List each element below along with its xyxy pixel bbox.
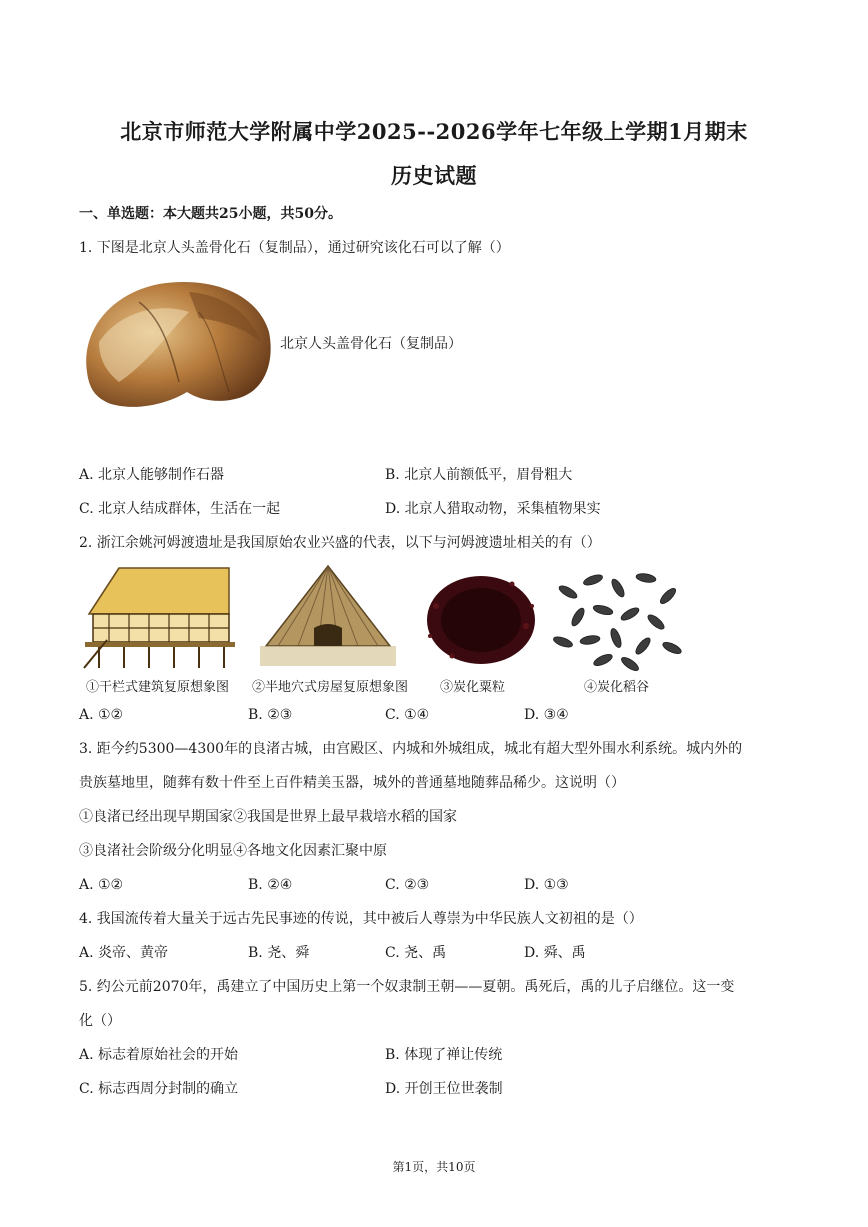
q5-option-b: B. 体现了禅让传统: [385, 1047, 503, 1063]
skull-caption: 北京人头盖骨化石（复制品）: [280, 336, 462, 352]
q2-option-b: B. ②③: [248, 707, 293, 723]
section-heading: 一、单选题：本大题共25小题，共50分。: [79, 206, 342, 222]
q4-option-a: A. 炎帝、黄帝: [79, 945, 169, 961]
q3-option-c: C. ②③: [385, 877, 430, 893]
pit-house-image: [258, 562, 398, 672]
q3-option-d: D. ①③: [524, 877, 569, 893]
q4-option-d: D. 舜、禹: [524, 945, 586, 961]
question-5-stem-line2: 化（）: [79, 1013, 121, 1029]
question-1-stem: 1. 下图是北京人头盖骨化石（复制品），通过研究该化石可以了解（）: [79, 240, 510, 256]
question-3-statement-1: ①良渚已经出现早期国家②我国是世界上最早栽培水稻的国家: [79, 809, 457, 825]
q2-option-a: A. ①②: [79, 707, 124, 723]
carbonized-millet-image: [422, 566, 540, 670]
caption-millet: ③炭化粟粒: [440, 680, 506, 695]
exam-title: 北京市师范大学附属中学2025--2026学年七年级上学期1月期末: [120, 119, 748, 144]
question-3-stem-line1: 3. 距今约5300—4300年的良渚古城，由宫殿区、内城和外城组成，城北有超大型外围水利系统。城内外的: [79, 741, 743, 757]
caption-rice: ④炭化稻谷: [584, 680, 650, 695]
q1-option-b: B. 北京人前额低平，眉骨粗大: [385, 467, 573, 483]
caption-stilt-house: ①干栏式建筑复原想象图: [86, 680, 230, 695]
q1-option-c: C. 北京人结成群体，生活在一起: [79, 501, 281, 517]
caption-pit-house: ②半地穴式房屋复原想象图: [252, 680, 409, 695]
q2-option-d: D. ③④: [524, 707, 569, 723]
q4-option-c: C. 尧、禹: [385, 945, 447, 961]
exam-subject: 历史试题: [391, 163, 477, 188]
q5-option-a: A. 标志着原始社会的开始: [79, 1047, 239, 1063]
stilt-house-image: [79, 562, 239, 672]
skull-fossil-image: [79, 272, 275, 416]
q3-option-a: A. ①②: [79, 877, 124, 893]
question-5-stem-line1: 5. 约公元前2070年，禹建立了中国历史上第一个奴隶制王朝——夏朝。禹死后，禹的儿子启继位。这一变: [79, 979, 735, 995]
q1-option-a: A. 北京人能够制作石器: [79, 467, 225, 483]
q5-option-c: C. 标志西周分封制的确立: [79, 1081, 239, 1097]
q5-option-d: D. 开创王位世袭制: [385, 1081, 503, 1097]
question-3-stem-line2: 贵族墓地里，随葬有数十件至上百件精美玉器，城外的普通墓地随葬品稀少。这说明（）: [79, 775, 625, 791]
page-number: 第1页，共10页: [392, 1160, 476, 1174]
question-4-stem: 4. 我国流传着大量关于远古先民事迹的传说，其中被后人尊崇为中华民族人文初祖的是（）: [79, 911, 643, 927]
carbonized-rice-image: [548, 562, 688, 672]
q3-option-b: B. ②④: [248, 877, 293, 893]
q1-option-d: D. 北京人猎取动物，采集植物果实: [385, 501, 601, 517]
question-3-statement-2: ③良渚社会阶级分化明显④各地文化因素汇聚中原: [79, 843, 387, 859]
q4-option-b: B. 尧、舜: [248, 945, 310, 961]
q2-option-c: C. ①④: [385, 707, 430, 723]
question-2-stem: 2. 浙江余姚河姆渡遗址是我国原始农业兴盛的代表，以下与河姆渡遗址相关的有（）: [79, 535, 601, 551]
